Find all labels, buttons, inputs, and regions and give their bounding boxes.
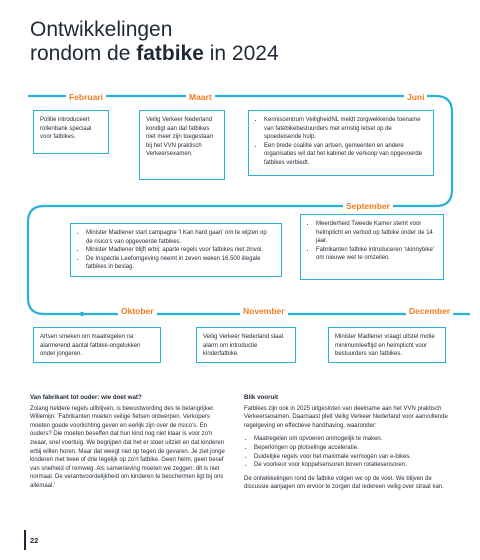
section-heading: Van fabrikant tot ouder: wie doet wat? xyxy=(30,394,142,401)
event-september-item: • Meerderheid Tweede Kamer stemt voor helmplicht en verbod op fatbike onder de 14 jaar. xyxy=(316,220,437,246)
event-juni-item: • Kenniscentrum VeiligheidNL meldt zorgwekkende toename van fatebikebestuurders met ernstig letsel op de spoedeisende hulp. xyxy=(264,116,427,142)
month-november: November xyxy=(240,306,288,316)
list-item: • De voorkeur voor koppelsensoren boven rotatiesensoren. xyxy=(254,461,450,470)
event-november: Veilig Verkeer Nederland slaat alarm om introductie kinderfatbike. xyxy=(196,327,296,363)
title-post: in 2024 xyxy=(203,42,279,65)
measures-list xyxy=(244,435,450,469)
paragraph: Fatbikes zijn ook in 2025 uitgesloten van deelname aan het VVN praktisch Verkeersexamen. Daarnaast pleit Veilig Verkeer Nederland voor aanvullende regelgeving en effectieve handhaving, waaronder: xyxy=(244,405,448,429)
event-maart: Veilig Verkeer Nederland kondigt aan dat fatbikes niet meer zijn toegestaan bij het VVN praktisch Verkeersexamen. xyxy=(139,110,225,180)
event-september-right xyxy=(300,214,444,280)
month-maart: Maart xyxy=(186,92,215,102)
title-bold: fatbike xyxy=(136,42,204,65)
section-heading: Blik vooruit xyxy=(244,394,279,401)
page-number: 22 xyxy=(30,536,39,545)
event-juni-item: • Een brede coalitie van artsen, gemeenten en andere organisaties wil dat het kabinet de verkoop van opgevoerde fatbikes verbiedt. xyxy=(264,142,427,168)
event-september-item: • Minister Madlener start campagne 't Kan hard gaan' om te wijzen op de risico's van opgevoerde fatbikes. xyxy=(86,229,275,246)
title-pre: rondom de xyxy=(30,42,137,65)
event-februari: Politie introduceert rollenbank speciaal voor fatbikes. xyxy=(33,110,109,154)
paragraph: De ontwikkelingen rond de fatbike volgen we op de voet. We blijven de discussie aanjagen om ervoor te zorgen dat iedereen veilig over straat kan. xyxy=(244,475,444,491)
month-oktober: Oktober xyxy=(118,306,157,316)
event-oktober: Artsen smeken om maatregelen na alarmerend aantal fatbike-ongelukken onder jongeren. xyxy=(33,327,161,363)
list-item: • Duidelijke regels voor het maximale vermogen van e-bikes. xyxy=(254,453,450,462)
event-september-left xyxy=(70,223,282,277)
event-september-item: • Fabrikanten fatbike introduceren 'skinnybike' om nieuwe wet te omzeilen. xyxy=(316,246,437,263)
month-december: December xyxy=(406,306,453,316)
month-februari: Februari xyxy=(66,92,106,102)
event-september-item: • De Inspectie Leefomgeving neemt in zeven weken 16.500 illegale fatbikes in beslag. xyxy=(86,255,275,272)
month-september: September xyxy=(343,201,393,211)
event-december: Minister Madlener vraagt uitstel motie minimumleeftijd en helmplicht voor bestuurders van fatbikes. xyxy=(328,327,446,363)
title-line-1: Ontwikkelingen xyxy=(30,18,173,41)
page-number-bar xyxy=(24,530,26,550)
article-right-column xyxy=(244,394,450,492)
article-left-column xyxy=(30,394,226,491)
event-juni xyxy=(248,110,434,176)
paragraph: Zolang heldere regels uitblijven, is bewustwording des te belangrijker. Willemijn: 'Fabrikanten moeten veilige fietsen ontwerpen. Verkopers moeten goede voorlichting geven en eerlijk zijn over de risico's. En ouders? Die moeten beseffen dat hun kind nog niet klaar is voor zo'n zwaar, snel voertuig. We begrijpen dat het er stoer uitziet en dat kinderen erbij willen horen. Maar dat weegt niet op tegen de gevaren. Je ziet jonge kinderen met twee of drie tegelijk op zo'n fatbike. Geen helm, geen besef van snelheid of remweg. Als samenleving moeten we zeggen: dit is niet normaal. De verantwoordelijkheid om kinderen te beschermen ligt bij ons allemaal.' xyxy=(30,405,225,489)
event-september-item: • Minister Madlener blijft erbij: aparte regels voor fatbikes niet zinvol. xyxy=(86,246,275,255)
tick-okt xyxy=(80,312,84,316)
month-juni: Juni xyxy=(404,92,427,102)
list-item: • Beperkingen op plotselinge acceleratie. xyxy=(254,444,450,453)
list-item: • Maatregelen om opvoeren onmogelijk te maken. xyxy=(254,435,450,444)
